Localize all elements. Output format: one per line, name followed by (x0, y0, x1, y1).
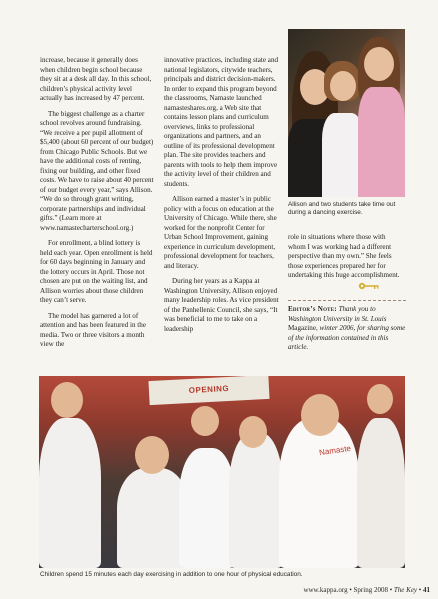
banner-sign: OPENING (148, 376, 269, 405)
key-icon (358, 282, 380, 290)
shirt-logo: Namaste (318, 443, 352, 458)
page-footer: www.kappa.org • Spring 2008 • The Key • 41 (303, 586, 430, 594)
paragraph: innovative practices, including state and national legislators, citywide teachers, principals and district decision-makers. In order to expand this program beyond the classrooms, Namaste launched namasteshares.org, a Web site that contains lesson plans and curriculum overviews, links to professional organizations and partners, and an outline of its professional development plan. The site provides teachers and parents with tools to help them improve the activity level of their children and students. (164, 56, 279, 188)
footer-issue: Spring 2008 (353, 586, 388, 594)
editor-note-text: Thank you to Washington University in St. Louis (288, 305, 387, 323)
paragraph: role in situations where those with whom I was working had a different perspective than my own.” She feels those experiences prepared her for undertaking this huge accomplishment. (288, 233, 400, 279)
editor-note-label: Editor’s Note: (288, 305, 337, 313)
editor-note-text-end: , winter 2006, for sharing some of the information contained in this article. (288, 324, 406, 351)
footer-magazine: The Key (393, 586, 418, 594)
paragraph: increase, because it generally does when children begin school because they sit at a desk all day. In this school, children’s physical activity level actually has increased by 47 percent. (40, 56, 152, 102)
editor-note-publication: Magazine (288, 324, 316, 332)
photo-allison-and-students (288, 29, 405, 197)
article-column-1 (40, 56, 154, 356)
photo-caption: Children spend 15 minutes each day exercising in addition to one hour of physical education. (40, 571, 303, 578)
paragraph: For enrollment, a blind lottery is held each year. Open enrollment is held for 60 days beginning in January and the lottery occurs in April. Those not chosen are put on the waiting list, and Allison worries about those children they can’t serve. (40, 239, 153, 304)
editor-note (288, 305, 406, 353)
article-column-3 (288, 233, 405, 287)
photo-children-exercising (39, 376, 405, 568)
photo-caption: Allison and two students take time out during a dancing exercise. (288, 201, 396, 217)
footer-site: www.kappa.org (303, 586, 348, 594)
paragraph: The model has garnered a lot of attention and has been featured in the media. Two or three visitors a month view the (40, 311, 146, 348)
paragraph: Allison earned a master’s in public policy with a focus on education at the University of Chicago. While there, she worked for the nonprofit Center for Urban School Improvement, gaining experience in curriculum development, professional development for teachers, and literacy. (164, 195, 277, 270)
article-column-2 (164, 56, 281, 340)
page-number: 41 (423, 586, 430, 594)
paragraph: During her years as a Kappa at Washington University, Allison enjoyed many leadership roles. As vice president of the Panhellenic Council, she says, “It was beneficial to me to take on a leadership (164, 277, 279, 333)
divider (288, 300, 406, 301)
paragraph: The biggest challenge as a charter school revolves around fundraising. “We receive a per pupil allotment of $5,400 (about 60 percent of our budget) from Chicago Public Schools. But we have the additional costs of renting, fixing our building, and other fixed costs. We have to raise about 40 percent of our budget every year,” says Allison. “We do so through grant writing, corporate partnerships and individual gifts.” (Learn more at www.namastecharterschool.org.) (40, 109, 154, 232)
